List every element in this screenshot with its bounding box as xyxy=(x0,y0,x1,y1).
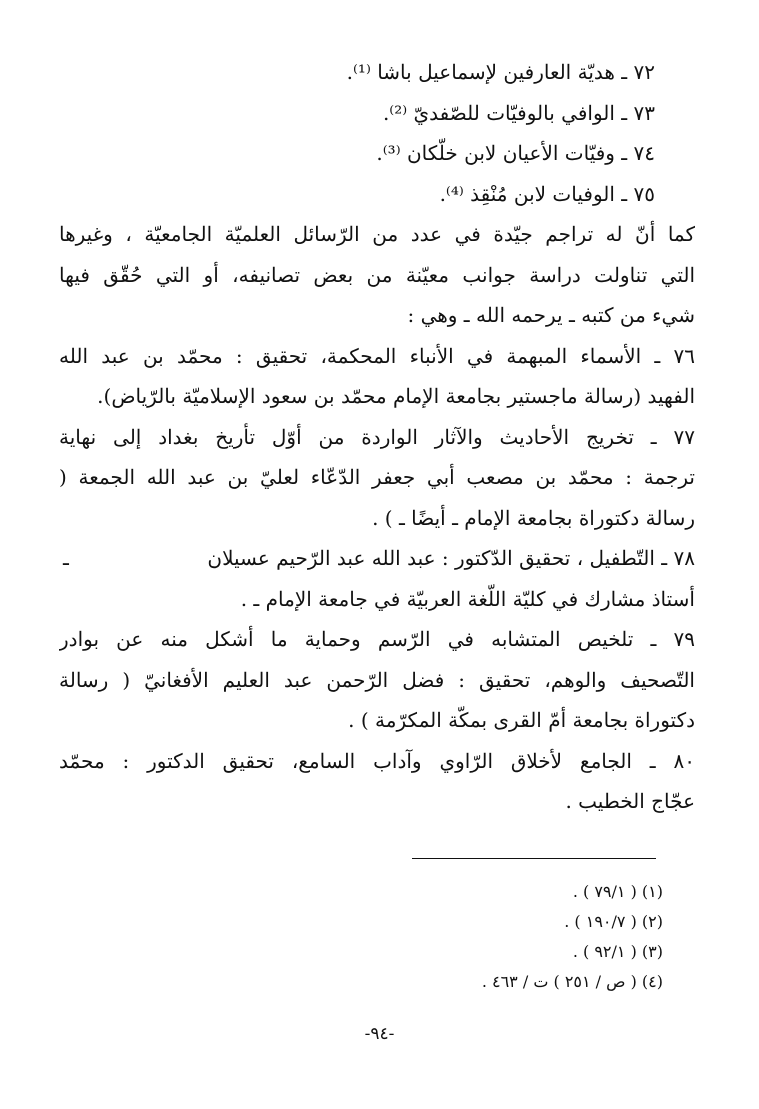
footnote-separator xyxy=(412,858,656,859)
list-item-79: ٧٩ ـ تلخيص المتشابه في الرّسم وحماية ما أشكل منه عن بوادر xyxy=(59,627,695,651)
list-item-78-cont: أستاذ مشارك في كليّة اللّغة العربيّة في جامعة الإمام ـ . xyxy=(240,586,695,611)
list-item-78 xyxy=(59,538,695,579)
paragraph-line: كما أنّ له تراجم جيّدة في عدد من الرّسائل العلميّة الجامعيّة ، وغيرها xyxy=(59,222,695,246)
list-item-79-cont: التّصحيف والوهم، تحقيق : فضل الرّحمن عبد العليم الأفغانيّ ( رسالة xyxy=(59,667,695,692)
trailing-dash: ـ xyxy=(63,546,69,570)
list-item-80: ٨٠ ـ الجامع لأخلاق الرّاوي وآداب السامع، تحقيق الدكتور : محمّد xyxy=(59,748,695,773)
list-item-77-cont: رسالة دكتوراة بجامعة الإمام ـ أيضًا ـ ) . xyxy=(372,505,695,530)
footnotes xyxy=(243,877,663,997)
list-item-79-cont: دكتوراة بجامعة أمّ القرى بمكّة المكرّمة ) . xyxy=(348,708,695,732)
list-item-76: ٧٦ ـ الأسماء المبهمة في الأنباء المحكمة، تحقيق : محمّد بن عبد الله xyxy=(59,343,695,368)
paragraph-line: التي تناولت دراسة جوانب معيّنة من بعض تصانيفه، أو التي حُقّق فيها xyxy=(59,262,695,287)
list-item-74: ٧٤ ـ وفيّات الأعيان لابن خلّكان ⁽³⁾. xyxy=(376,141,655,165)
footnote-2: (٢) ( ١٩٠/٧ ) . xyxy=(564,912,663,931)
footnote-4: (٤) ( ص / ٢٥١ ) ت / ٤٦٣ . xyxy=(481,972,663,991)
list-item-77: ٧٧ ـ تخريج الأحاديث والآثار الواردة من أوّل تأريخ بغداد إلى نهاية xyxy=(59,424,695,449)
list-item-77-cont: ترجمة : محمّد بن مصعب أبي جعفر الدّعّاء لعليّ بن عبد الله الجمعة ( xyxy=(59,465,695,489)
paragraph-line: شيء من كتبه ـ يرحمه الله ـ وهي : xyxy=(407,303,695,327)
footnote-1: (١) ( ٧٩/١ ) . xyxy=(572,882,663,901)
list-item-72: ٧٢ ـ هديّة العارفين لإسماعيل باشا ⁽¹⁾. xyxy=(346,60,655,84)
footnote-3: (٣) ( ٩٢/١ ) . xyxy=(572,942,663,961)
page-number: -٩٤- xyxy=(364,1024,395,1044)
list-item-75: ٧٥ ـ الوفيات لابن مُنْقِذ ⁽⁴⁾. xyxy=(439,181,655,206)
list-item-78-text: ٧٨ ـ التّطفيل ، تحقيق الدّكتور : عبد الله عبد الرّحيم عسيلان xyxy=(207,546,695,570)
list-item-73: ٧٣ ـ الوافي بالوفيّات للصّفديّ ⁽²⁾. xyxy=(382,100,655,125)
list-item-80-cont: عجّاج الخطيب . xyxy=(565,789,695,813)
list-item-76-cont: الفهيد (رسالة ماجستير بجامعة الإمام محمّد بن سعود الإسلاميّة بالرّياض). xyxy=(97,384,695,408)
main-text xyxy=(59,52,695,822)
